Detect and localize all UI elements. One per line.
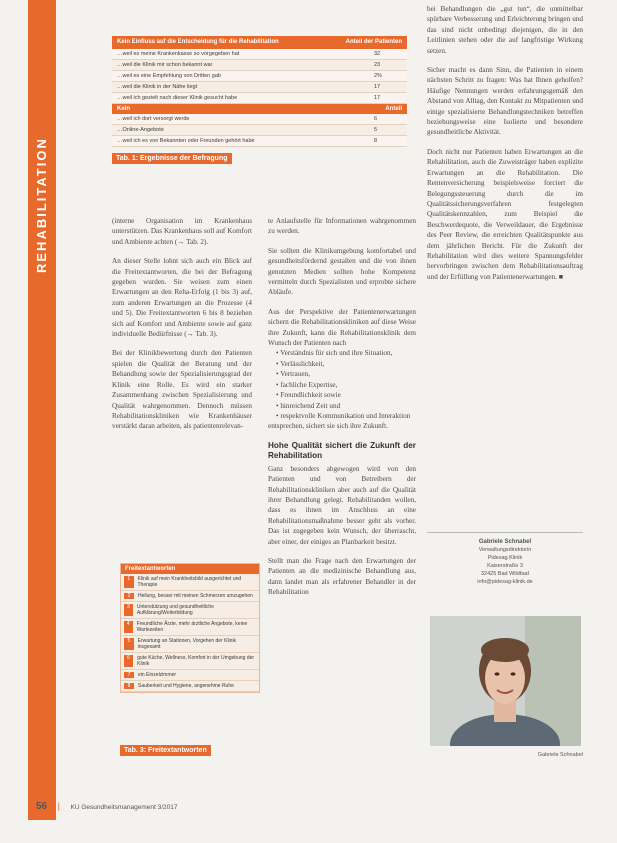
paragraph: bei Behandlungen die „gut tun“, die unmittelbar spürbare Verbesserung und Erleichterung bringen und das sind nicht unbedingt diejenigen, die in den Leitlinien stehen oder die auf langfristige Wirkung setzen. xyxy=(427,5,583,55)
list-item xyxy=(121,670,259,681)
paragraph: Doch nicht nur Patienten haben Erwartungen an die Rehabilitation, auch die Zuweisträger haben explizite Erwartungen an die Rehabilitation. Die Rentenversicherung beispielsweise forciert die Belegungssteuerung durch die im Qualitätssicherungsverfahren festgelegten Qualitätskennzahlen, zum Beispiel die Beschwerdequote, die Verweildauer, die Ergebnisse des Peer Review, die erreichten Qualitätspunkte aus dem jährlichen Bericht. Für die Zukunft der Rehabilitation wird dies weitere Spannungsfelder hervorbringen zwischen dem Rehabilitationsauftrag und der Erfüllung von Patientenerwartungen. ■ xyxy=(427,147,583,281)
box-title: Freitextantworten xyxy=(121,564,259,574)
row-value: 17 xyxy=(374,95,381,101)
author-street: Kaiserstraße 3 xyxy=(487,563,523,569)
table-row xyxy=(112,136,407,147)
author-org: Pidesag Klinik xyxy=(487,555,523,561)
table-row xyxy=(112,49,407,60)
bullet-item: • Verlässlichkeit, xyxy=(276,359,416,369)
column-1 xyxy=(112,216,252,441)
item-text: Unterstützung und gesundheitliche Aufklärung/Weiterbildung xyxy=(136,604,214,616)
row-value: 6 xyxy=(374,116,378,122)
item-text: Klinik auf mein Krankheitsbild ausgerichtet und Therapie xyxy=(137,576,242,588)
item-text: Freundliche Ärzte, mehr ärztliche Angebote, keine Wartezeiten xyxy=(136,621,248,633)
item-number: 5 xyxy=(124,638,134,650)
paragraph: (interne Organisation im Krankenhaus unterstützen. Das Krankenhaus soll auf Komfort und Ambiente achten (→ Tab. 2). xyxy=(112,217,252,246)
footer-separator: | xyxy=(57,801,60,811)
table-row xyxy=(112,82,407,93)
bullet-item: • fachliche Expertise, xyxy=(276,380,416,390)
photo-caption: Gabriele Schnabel xyxy=(537,752,583,758)
sidebar-accent-bar xyxy=(28,0,56,820)
author-email: info@pidesag-klinik.de xyxy=(477,579,533,585)
item-number: 2 xyxy=(124,593,134,599)
paragraph: Aus der Perspektive der Patientenerwartungen sichern die Rehabilitationskliniken auf diese Weise ihre Zukunft, kann die Rehabilitationsklinik dem Wunsch der Patienten nach xyxy=(268,307,416,348)
author-city: 32425 Bad Wildbad xyxy=(480,571,529,577)
bullet-item: • hinreichend Zeit und xyxy=(276,401,416,411)
row-label: …weil die Klinik mir schon bekannt war xyxy=(117,62,213,68)
row-label: …weil es eine Empfehlung von Dritten gab xyxy=(117,73,221,79)
row-value: 17 xyxy=(374,84,381,90)
table-row xyxy=(112,71,407,82)
paragraph: Sicher macht es dann Sinn, die Patienten in einem nächsten Schritt zu fragen: Was hat Ihnen geholfen? Häufige Nennungen werden erfahrungsgemäß den Abstand von Alltag, den Kontakt zu Mitpatienten und einige spezialisierte Behandlungstechniken betreffen beziehungsweise eine Isolierte und besondere gesundheitliche Aktivität. xyxy=(427,66,583,137)
row-label: …weil ich es von Bekannten oder Freunden gehört habe xyxy=(117,138,255,144)
item-number: 6 xyxy=(124,655,133,667)
table-1 xyxy=(112,36,407,165)
author-role: Verwaltungsdirektorin xyxy=(478,547,532,553)
table-1-caption: Tab. 1: Ergebnisse der Befragung xyxy=(112,153,232,164)
table-1-header-left: Kein Einfluss auf die Entscheidung für die Rehabilitation xyxy=(117,39,279,45)
paragraph: Ganz besonders abgewogen wird von den Patienten und von Betreibern der Rehabilitationskliniken aber auch auf die Qualität ihrer Behandlung gelegt. Rehabilitanden wollen, dass es ihnen im Anschluss an eine Rehabilitationsmaßnahme besser geht als vorher. Das ist zugegeben kein Wunsch, der überrascht, aber einer, der einiges an Planbarkeit besitzt. xyxy=(268,464,416,546)
paragraph: Bei der Klinikbewertung durch den Patienten spielen die Qualität der Beratung und der Behandlung sowie der Spezialisierungsgrad der Klinik eine Rolle. Es wird ein starker Zusammenhang zwischen Spezialisierung und Qualität wahrgenommen. Dennoch müssen Rehabilitationskliniken wie Krankenhäuser verstärkt daran arbeiten, als patientenrelevan- xyxy=(112,349,252,431)
author-name: Gabriele Schnabel xyxy=(478,539,532,545)
table-1-header-right: Anteil der Patienten xyxy=(345,39,402,45)
author-box xyxy=(427,538,583,586)
table-row xyxy=(112,93,407,104)
journal-name: KU Gesundheitsmanagement 3/2017 xyxy=(70,804,178,811)
table-row xyxy=(112,125,407,136)
item-number: 8 xyxy=(124,683,134,689)
bullet-item: • respektvolle Kommunikation und Interaktion xyxy=(276,411,416,421)
table-row xyxy=(112,114,407,125)
bullet-list xyxy=(268,348,416,421)
portrait-image xyxy=(430,616,581,746)
page-number: 56 xyxy=(36,801,48,812)
paragraph: Stellt man die Frage nach den Erwartungen der Patienten an die medizinische Behandlung aus, dann landet man als erfahrener Behandler in der Rehabilitation xyxy=(268,556,416,597)
item-number: 4 xyxy=(124,621,133,633)
item-number: 7 xyxy=(124,672,134,678)
freetext-box xyxy=(120,563,260,693)
list-item xyxy=(121,681,259,692)
author-photo xyxy=(430,616,581,746)
section-heading: Hohe Qualität sichert die Zukunft der Rehabilitation xyxy=(268,440,416,460)
page-footer xyxy=(36,801,177,812)
item-text: Erwartung an Stationen, Vorgehen der Klinik insgesamt xyxy=(137,638,237,650)
subheader-left: Kein xyxy=(117,106,131,112)
row-value: 8 xyxy=(374,138,378,144)
paragraph: te Anlaufstelle für Informationen wahrgenommen zu werden. xyxy=(268,217,416,236)
paragraph: entsprechen, sichert sie sich ihre Zukunft. xyxy=(268,422,388,431)
row-label: …weil ich gezielt nach dieser Klinik gesucht habe xyxy=(117,95,238,101)
table-1-body-b xyxy=(112,114,407,147)
column-3 xyxy=(427,4,583,291)
item-number: 1 xyxy=(124,576,134,588)
author-divider xyxy=(427,532,583,533)
paragraph: Sie sollten die Klinikumgebung komfortabel und gesundheitsfördernd gestalten und die von ihnen genutzten Medien sollten hohe Kompetenz vermitteln durch Spezialisten und erprobte sichere Abläufe. xyxy=(268,246,416,297)
list-item xyxy=(121,636,259,653)
list-item xyxy=(121,653,259,670)
row-value: 32 xyxy=(374,51,381,57)
item-text: ein Einzelzimmer xyxy=(138,672,177,678)
row-label: …weil es meine Krankenkasse so vorgegeben hat xyxy=(117,51,240,57)
row-label: …weil die Klinik in der Nähe liegt xyxy=(117,84,198,90)
column-2 xyxy=(268,216,416,607)
section-label xyxy=(33,255,51,273)
row-value: 23 xyxy=(374,62,381,68)
subheader-right: Anteil xyxy=(385,106,402,112)
bullet-item: • Vertrauen, xyxy=(276,369,416,379)
item-text: Heilung, besser mit meinen Schmerzen umzugehen xyxy=(138,593,253,599)
bullet-item: • Freundlichkeit sowie xyxy=(276,390,416,400)
table-1-subheader xyxy=(112,104,407,114)
list-item xyxy=(121,591,259,602)
table-row xyxy=(112,60,407,71)
item-number: 3 xyxy=(124,604,133,616)
row-value: 5 xyxy=(374,127,378,133)
item-text: gute Küche, Wellness, Komfort in der Umgebung der Klinik xyxy=(137,655,255,667)
list-item xyxy=(121,619,259,636)
row-label: …weil ich dort versorgt werde xyxy=(117,116,190,122)
bullet-item: • Verständnis für sich und ihre Situation, xyxy=(276,348,416,358)
item-text: Sauberkeit und Hygiene, angenehme Ruhe xyxy=(138,683,234,689)
list-item xyxy=(121,602,259,619)
table-3-caption-wrap xyxy=(120,739,211,757)
list-item xyxy=(121,574,259,591)
table-3-caption: Tab. 3: Freitextantworten xyxy=(120,745,211,756)
table-1-header xyxy=(112,36,407,49)
table-1-body-a xyxy=(112,49,407,104)
row-label: …Online-Angebote xyxy=(117,127,164,133)
paragraph: An dieser Stelle lohnt sich auch ein Blick auf die Freitextantworten, die bei der Befragung gegeben wurden. Sie weisen zum einen Erwartungen an den Reha-Erfolg (1 bis 3) auf, zum anderen Erwartungen an die Prozesse (4 und 5). Die Freitextantworten 6 bis 8 beziehen sich auf Komfort und Ambiente sowie auf ganz individuelle Bedürfnisse (→ Tab. 3). xyxy=(112,257,252,339)
row-value: 2% xyxy=(374,73,382,79)
